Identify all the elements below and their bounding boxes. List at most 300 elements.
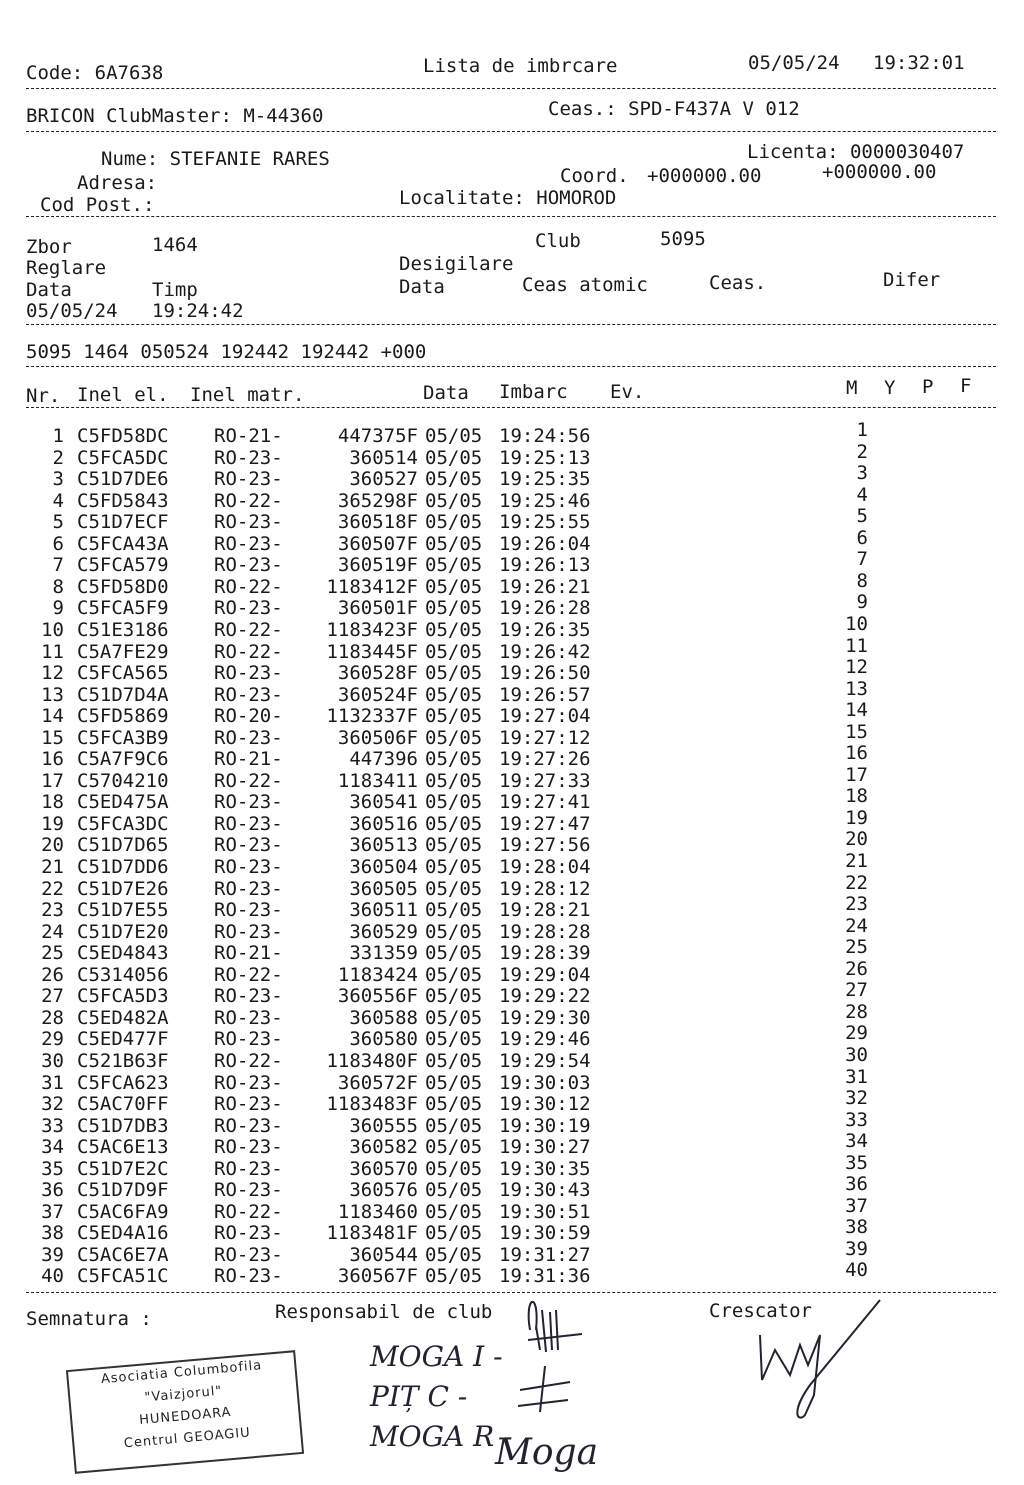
position-m: 14 — [845, 699, 868, 722]
atomic-clock-label: Ceas atomic — [522, 274, 648, 296]
row-number: 5 — [52, 511, 64, 534]
table-row — [0, 1259, 1024, 1288]
electronic-ring: C5FCA565 — [77, 662, 169, 685]
ring-number: 1183424 — [337, 963, 418, 986]
arrival-time: 19:30:12 — [499, 1093, 591, 1116]
ring-number: 360524F — [337, 683, 418, 706]
row-number: 38 — [41, 1222, 64, 1245]
table-row — [0, 850, 1024, 878]
table-row — [0, 1108, 1024, 1137]
ring-number: 360582 — [349, 1136, 418, 1159]
ring-prefix: RO-23- — [214, 812, 283, 835]
row-number: 21 — [41, 856, 64, 878]
table-row — [0, 871, 1024, 900]
arrival-date: 05/05 — [425, 1179, 483, 1202]
ring-prefix: RO-23- — [214, 791, 283, 814]
data-label-2: Data — [399, 276, 445, 298]
row-number: 22 — [41, 877, 64, 900]
position-m: 7 — [856, 548, 868, 571]
arrival-date: 05/05 — [425, 748, 483, 771]
electronic-ring: C51D7E55 — [77, 899, 169, 922]
table-row — [0, 483, 1024, 512]
electronic-ring: C5FCA3B9 — [77, 726, 169, 749]
table-row — [0, 1087, 1024, 1116]
arrival-date: 05/05 — [425, 1265, 483, 1288]
arrival-date: 05/05 — [425, 683, 483, 706]
row-number: 17 — [41, 769, 64, 792]
electronic-ring: C51D7DD6 — [77, 856, 169, 878]
row-number: 7 — [52, 554, 64, 577]
position-m: 36 — [845, 1173, 868, 1196]
arrival-date: 05/05 — [425, 726, 483, 749]
table-row — [0, 634, 1024, 663]
row-number: 13 — [41, 683, 64, 706]
ring-number: 360506F — [337, 726, 418, 749]
electronic-ring: C5A7FE29 — [77, 640, 169, 663]
position-m: 30 — [845, 1043, 868, 1066]
position-m: 2 — [856, 440, 868, 463]
arrival-date: 05/05 — [425, 446, 483, 469]
ring-prefix: RO-22- — [214, 618, 283, 641]
ring-number: 1132337F — [326, 705, 418, 728]
col-imbarc: Imbarc — [499, 381, 568, 403]
locality: Localitate: HOMOROD — [399, 187, 617, 209]
arrival-time: 19:26:35 — [499, 618, 591, 641]
col-p: P — [922, 376, 934, 398]
ring-prefix: RO-21- — [214, 942, 283, 965]
arrival-time: 19:25:46 — [499, 489, 591, 512]
position-m: 11 — [845, 634, 868, 657]
ring-number: 360529 — [349, 920, 418, 943]
row-number: 40 — [41, 1265, 64, 1288]
row-number: 29 — [41, 1028, 64, 1051]
ring-number: 360544 — [349, 1243, 418, 1266]
ring-prefix: RO-22- — [214, 489, 283, 512]
electronic-ring: C5ED4A16 — [77, 1222, 169, 1245]
handwritten-name-3: MOGA R - — [370, 1420, 513, 1453]
position-m: 23 — [845, 893, 868, 916]
ring-prefix: RO-22- — [214, 1049, 283, 1072]
arrival-date: 05/05 — [425, 662, 483, 685]
arrival-time: 19:28:39 — [499, 942, 591, 965]
arrival-date: 05/05 — [425, 1243, 483, 1266]
electronic-ring: C5ED4843 — [77, 942, 169, 965]
divider — [26, 88, 996, 89]
arrival-time: 19:27:12 — [499, 726, 591, 749]
breeder-label: Crescator — [709, 1300, 812, 1322]
ring-prefix: RO-23- — [214, 856, 283, 878]
ring-prefix: RO-23- — [214, 834, 283, 857]
print-date: 05/05/24 — [748, 52, 840, 74]
ring-prefix: RO-23- — [214, 1157, 283, 1180]
position-m: 40 — [845, 1259, 868, 1282]
ring-number: 360567F — [337, 1265, 418, 1288]
arrival-time: 19:26:57 — [499, 683, 591, 706]
arrival-time: 19:27:26 — [499, 748, 591, 771]
ring-prefix: RO-22- — [214, 769, 283, 792]
electronic-ring: C5FD5843 — [77, 489, 169, 512]
arrival-date: 05/05 — [425, 554, 483, 577]
row-number: 15 — [41, 726, 64, 749]
ring-number: 1183480F — [326, 1049, 418, 1072]
handwritten-name-1: MOGA I - — [370, 1340, 503, 1373]
row-number: 36 — [41, 1179, 64, 1202]
ring-number: 447396 — [349, 748, 418, 771]
arrival-date: 05/05 — [425, 1136, 483, 1159]
electronic-ring: C5ED475A — [77, 791, 169, 814]
table-row — [0, 1173, 1024, 1202]
position-m: 16 — [845, 742, 868, 765]
electronic-ring: C5ED482A — [77, 1006, 169, 1029]
ring-number: 360588 — [349, 1006, 418, 1029]
row-number: 12 — [41, 662, 64, 685]
ring-number: 360513 — [349, 834, 418, 857]
row-number: 30 — [41, 1049, 64, 1072]
electronic-ring: C51D7D9F — [77, 1179, 169, 1202]
ring-prefix: RO-23- — [214, 662, 283, 685]
position-m: 1 — [856, 419, 868, 441]
row-number: 20 — [41, 834, 64, 857]
arrival-date: 05/05 — [425, 425, 483, 447]
ring-number: 360516 — [349, 812, 418, 835]
table-row — [0, 806, 1024, 835]
row-number: 25 — [41, 942, 64, 965]
handwritten-signature-moga: Moga — [495, 1432, 599, 1473]
clock-id: Ceas.: SPD-F437A V 012 — [548, 98, 800, 120]
ring-number: 365298F — [337, 489, 418, 512]
print-time: 19:32:01 — [873, 52, 965, 74]
row-number: 34 — [41, 1136, 64, 1159]
col-nr: Nr. — [26, 385, 61, 407]
row-number: 37 — [41, 1200, 64, 1223]
ring-number: 1183411 — [337, 769, 418, 792]
electronic-ring: C5FD5869 — [77, 705, 169, 728]
table-row — [0, 526, 1024, 555]
arrival-time: 19:26:42 — [499, 640, 591, 663]
row-number: 16 — [41, 748, 64, 771]
table-row — [0, 936, 1024, 965]
ring-number: 360580 — [349, 1028, 418, 1051]
ring-number: 360511 — [349, 899, 418, 922]
ring-number: 1183412F — [326, 575, 418, 598]
arrival-time: 19:27:47 — [499, 812, 591, 835]
row-number: 27 — [41, 985, 64, 1008]
ring-prefix: RO-23- — [214, 1093, 283, 1116]
table-row — [0, 720, 1024, 749]
arrival-time: 19:27:56 — [499, 834, 591, 857]
arrival-date: 05/05 — [425, 618, 483, 641]
table-row — [0, 1065, 1024, 1094]
coord-y: +000000.00 — [822, 161, 937, 183]
row-number: 11 — [41, 640, 64, 663]
flight-number: 1464 — [152, 234, 198, 256]
arrival-time: 19:27:41 — [499, 791, 591, 814]
table-row — [0, 548, 1024, 577]
electronic-ring: C5FCA5DC — [77, 446, 169, 469]
electronic-ring: C51D7E2C — [77, 1157, 169, 1180]
arrival-time: 19:30:35 — [499, 1157, 591, 1180]
ring-prefix: RO-23- — [214, 1179, 283, 1202]
stamp-line: Centrul GEOAGIU — [123, 1425, 252, 1452]
data-label: Data — [26, 279, 72, 301]
ring-number: 360572F — [337, 1071, 418, 1094]
position-m: 6 — [856, 526, 868, 549]
reglare-label: Reglare — [26, 257, 107, 279]
ring-prefix: RO-23- — [214, 532, 283, 555]
ring-number: 360555 — [349, 1114, 418, 1137]
ring-prefix: RO-22- — [214, 575, 283, 598]
position-m: 37 — [845, 1194, 868, 1217]
table-row — [0, 763, 1024, 792]
arrival-date: 05/05 — [425, 856, 483, 878]
ring-prefix: RO-23- — [214, 726, 283, 749]
arrival-time: 19:26:04 — [499, 532, 591, 555]
col-data: Data — [423, 382, 469, 404]
owner-name: Nume: STEFANIE RARES — [101, 148, 330, 170]
ring-prefix: RO-23- — [214, 1243, 283, 1266]
ring-prefix: RO-23- — [214, 877, 283, 900]
arrival-date: 05/05 — [425, 1028, 483, 1051]
ring-prefix: RO-22- — [214, 1200, 283, 1223]
arrival-time: 19:26:50 — [499, 662, 591, 685]
handwritten-name-2: PIȚ C - — [370, 1380, 468, 1413]
table-row — [0, 591, 1024, 620]
row-number: 3 — [52, 468, 64, 491]
row-number: 24 — [41, 920, 64, 943]
table-row — [0, 440, 1024, 469]
arrival-date: 05/05 — [425, 1006, 483, 1029]
table-row — [0, 699, 1024, 728]
arrival-time: 19:29:46 — [499, 1028, 591, 1051]
electronic-ring: C5FCA5D3 — [77, 985, 169, 1008]
electronic-ring: C5FCA3DC — [77, 812, 169, 835]
arrival-date: 05/05 — [425, 511, 483, 534]
ring-prefix: RO-23- — [214, 899, 283, 922]
ring-number: 1183460 — [337, 1200, 418, 1223]
position-m: 4 — [856, 483, 868, 506]
arrival-date: 05/05 — [425, 791, 483, 814]
position-m: 3 — [856, 462, 868, 485]
table-row — [0, 742, 1024, 771]
divider — [26, 324, 996, 325]
arrival-time: 19:30:03 — [499, 1071, 591, 1094]
table-row — [0, 893, 1024, 922]
position-m: 39 — [845, 1237, 868, 1260]
ring-prefix: RO-23- — [214, 1071, 283, 1094]
ring-number: 360541 — [349, 791, 418, 814]
col-y: Y — [884, 377, 896, 399]
position-m: 31 — [845, 1065, 868, 1088]
arrival-time: 19:26:21 — [499, 575, 591, 598]
code-label: Code: 6A7638 — [26, 62, 164, 84]
row-number: 4 — [52, 489, 64, 512]
arrival-time: 19:27:33 — [499, 769, 591, 792]
breeder-signature — [750, 1295, 890, 1425]
electronic-ring: C5FCA51C — [77, 1265, 169, 1288]
row-number: 10 — [41, 618, 64, 641]
ring-number: 1183423F — [326, 618, 418, 641]
row-number: 8 — [52, 575, 64, 598]
table-row — [0, 1151, 1024, 1180]
electronic-ring: C5AC6E7A — [77, 1243, 169, 1266]
arrival-time: 19:25:13 — [499, 446, 591, 469]
electronic-ring: C5AC6FA9 — [77, 1200, 169, 1223]
ring-prefix: RO-22- — [214, 963, 283, 986]
position-m: 18 — [845, 785, 868, 808]
summary-line: 5095 1464 050524 192442 192442 +000 — [26, 341, 427, 363]
ring-number: 360501F — [337, 597, 418, 620]
electronic-ring: C5FD58DC — [77, 425, 169, 447]
row-number: 35 — [41, 1157, 64, 1180]
row-number: 6 — [52, 532, 64, 555]
arrival-date: 05/05 — [425, 963, 483, 986]
row-number: 32 — [41, 1093, 64, 1116]
row-number: 31 — [41, 1071, 64, 1094]
arrival-date: 05/05 — [425, 812, 483, 835]
position-m: 35 — [845, 1151, 868, 1174]
arrival-date: 05/05 — [425, 705, 483, 728]
ring-number: 360507F — [337, 532, 418, 555]
electronic-ring: C51D7DB3 — [77, 1114, 169, 1137]
ring-prefix: RO-23- — [214, 511, 283, 534]
col-f: F — [960, 375, 972, 397]
table-row — [0, 677, 1024, 706]
position-m: 26 — [845, 957, 868, 980]
electronic-ring: C51D7D4A — [77, 683, 169, 706]
ring-number: 360528F — [337, 662, 418, 685]
setting-date: 05/05/24 — [26, 300, 118, 322]
electronic-ring: C5AC70FF — [77, 1093, 169, 1116]
ring-prefix: RO-21- — [214, 748, 283, 771]
ring-prefix: RO-23- — [214, 554, 283, 577]
stamp-line: Asociatia Columbofila — [100, 1358, 263, 1388]
clubmaster-id: BRICON ClubMaster: M-44360 — [26, 105, 324, 127]
table-row — [0, 979, 1024, 1008]
position-m: 21 — [845, 850, 868, 872]
position-m: 24 — [845, 914, 868, 937]
ring-number: 331359 — [349, 942, 418, 965]
row-number: 28 — [41, 1006, 64, 1029]
col-m: M — [846, 377, 858, 399]
ring-prefix: RO-23- — [214, 446, 283, 469]
ring-number: 360514 — [349, 446, 418, 469]
ring-prefix: RO-21- — [214, 425, 283, 447]
arrival-time: 19:29:54 — [499, 1049, 591, 1072]
position-m: 34 — [845, 1130, 868, 1153]
arrival-date: 05/05 — [425, 942, 483, 965]
arrival-time: 19:28:28 — [499, 920, 591, 943]
ring-number: 447375F — [337, 425, 418, 447]
arrival-date: 05/05 — [425, 532, 483, 555]
row-number: 19 — [41, 812, 64, 835]
table-row — [0, 1194, 1024, 1223]
ring-prefix: RO-23- — [214, 1265, 283, 1288]
difference-label: Difer — [883, 269, 941, 291]
arrival-date: 05/05 — [425, 920, 483, 943]
ring-prefix: RO-23- — [214, 1136, 283, 1159]
arrival-time: 19:30:19 — [499, 1114, 591, 1137]
ring-prefix: RO-23- — [214, 468, 283, 491]
electronic-ring: C5704210 — [77, 769, 169, 792]
row-number: 39 — [41, 1243, 64, 1266]
ring-number: 360505 — [349, 877, 418, 900]
arrival-date: 05/05 — [425, 985, 483, 1008]
electronic-ring: C51D7E20 — [77, 920, 169, 943]
ring-prefix: RO-23- — [214, 1114, 283, 1137]
table-row — [0, 569, 1024, 598]
postcode-label: Cod Post.: — [40, 194, 155, 216]
position-m: 10 — [845, 612, 868, 635]
divider — [26, 216, 996, 217]
ring-prefix: RO-23- — [214, 985, 283, 1008]
ring-prefix: RO-23- — [214, 920, 283, 943]
ring-number: 360504 — [349, 856, 418, 878]
electronic-ring: C5FCA623 — [77, 1071, 169, 1094]
divider — [26, 131, 996, 132]
arrival-date: 05/05 — [425, 1049, 483, 1072]
col-inel-el: Inel el. — [77, 384, 169, 406]
arrival-date: 05/05 — [425, 1114, 483, 1137]
arrival-date: 05/05 — [425, 597, 483, 620]
position-m: 15 — [845, 720, 868, 743]
table-row — [0, 785, 1024, 814]
ring-number: 360527 — [349, 468, 418, 491]
col-ev: Ev. — [610, 381, 645, 403]
electronic-ring: C5FCA43A — [77, 532, 169, 555]
arrival-date: 05/05 — [425, 1222, 483, 1245]
ring-number: 360576 — [349, 1179, 418, 1202]
electronic-ring: C5FD58D0 — [77, 575, 169, 598]
row-number: 2 — [52, 446, 64, 469]
electronic-ring: C5AC6E13 — [77, 1136, 169, 1159]
electronic-ring: C5314056 — [77, 963, 169, 986]
position-m: 17 — [845, 763, 868, 786]
position-m: 5 — [856, 505, 868, 528]
position-m: 27 — [845, 979, 868, 1002]
arrival-date: 05/05 — [425, 489, 483, 512]
row-number: 14 — [41, 705, 64, 728]
ring-prefix: RO-20- — [214, 705, 283, 728]
ring-prefix: RO-23- — [214, 683, 283, 706]
position-m: 38 — [845, 1216, 868, 1239]
address-label: Adresa: — [77, 172, 158, 194]
arrival-time: 19:27:04 — [499, 705, 591, 728]
arrival-date: 05/05 — [425, 575, 483, 598]
row-number: 33 — [41, 1114, 64, 1137]
arrival-time: 19:25:55 — [499, 511, 591, 534]
ring-prefix: RO-23- — [214, 597, 283, 620]
ring-number: 360570 — [349, 1157, 418, 1180]
ring-number: 360556F — [337, 985, 418, 1008]
arrival-time: 19:26:13 — [499, 554, 591, 577]
table-row — [0, 1022, 1024, 1051]
table-row — [0, 914, 1024, 943]
arrival-date: 05/05 — [425, 769, 483, 792]
arrival-time: 19:28:12 — [499, 877, 591, 900]
arrival-time: 19:29:22 — [499, 985, 591, 1008]
flight-label: Zbor — [26, 236, 72, 258]
divider — [26, 366, 996, 367]
coord-label: Coord. — [560, 165, 629, 187]
document-title: Lista de imbrcare — [423, 55, 618, 77]
arrival-date: 05/05 — [425, 1071, 483, 1094]
arrival-time: 19:29:04 — [499, 963, 591, 986]
table-row — [0, 505, 1024, 534]
ring-number: 1183481F — [326, 1222, 418, 1245]
ring-prefix: RO-23- — [214, 1222, 283, 1245]
position-m: 13 — [845, 677, 868, 700]
club-label: Club — [535, 230, 581, 252]
